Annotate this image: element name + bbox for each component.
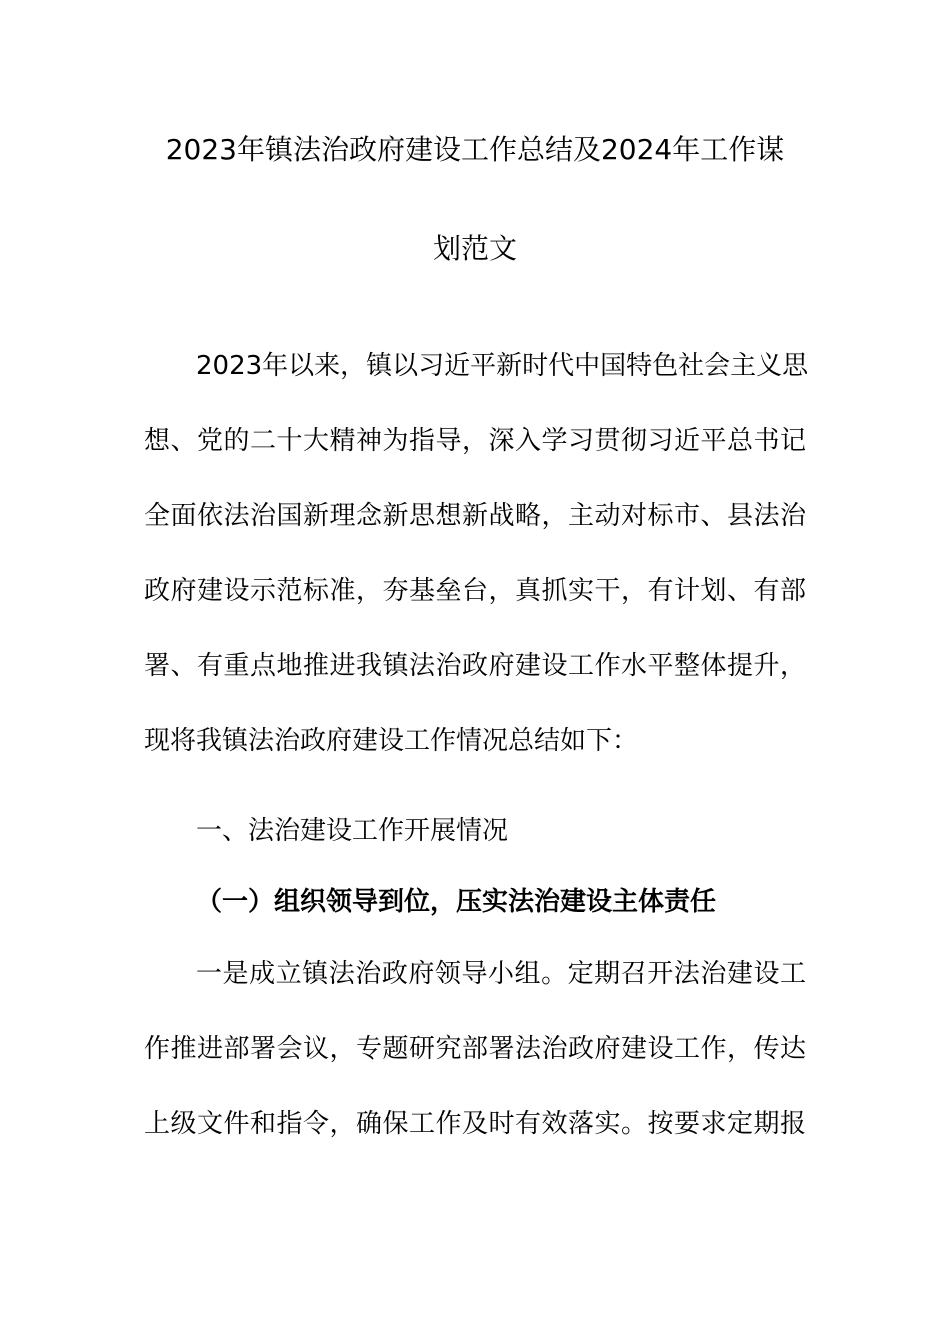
body1-line-3: 上级文件和指令，确保工作及时有效落实。按要求定期报 <box>144 1109 806 1139</box>
subsection-heading-1: （一）组织领导到位，压实法治建设主体责任 <box>196 887 717 917</box>
body1-line-2: 作推进部署会议，专题研究部署法治政府建设工作，传达 <box>144 1034 806 1064</box>
document-title-line-1: 2023年镇法治政府建设工作总结及2024年工作谋 <box>165 133 785 166</box>
intro-line-4: 政府建设示范标准，夯基垒台，真抓实干，有计划、有部 <box>144 576 806 606</box>
document-title-line-2: 划范文 <box>432 232 517 265</box>
body1-line-1: 一是成立镇法治政府领导小组。定期召开法治建设工 <box>196 959 806 989</box>
intro-line-3: 全面依法治国新理念新思想新战略，主动对标市、县法治 <box>144 501 806 531</box>
intro-line-6: 现将我镇法治政府建设工作情况总结如下： <box>144 726 639 756</box>
intro-line-5: 署、有重点地推进我镇法治政府建设工作水平整体提升， <box>144 651 806 681</box>
intro-line-1: 2023年以来，镇以习近平新时代中国特色社会主义思 <box>196 351 809 381</box>
intro-line-2: 想、党的二十大精神为指导，深入学习贯彻习近平总书记 <box>144 426 806 456</box>
section-heading-1: 一、法治建设工作开展情况 <box>196 816 509 846</box>
